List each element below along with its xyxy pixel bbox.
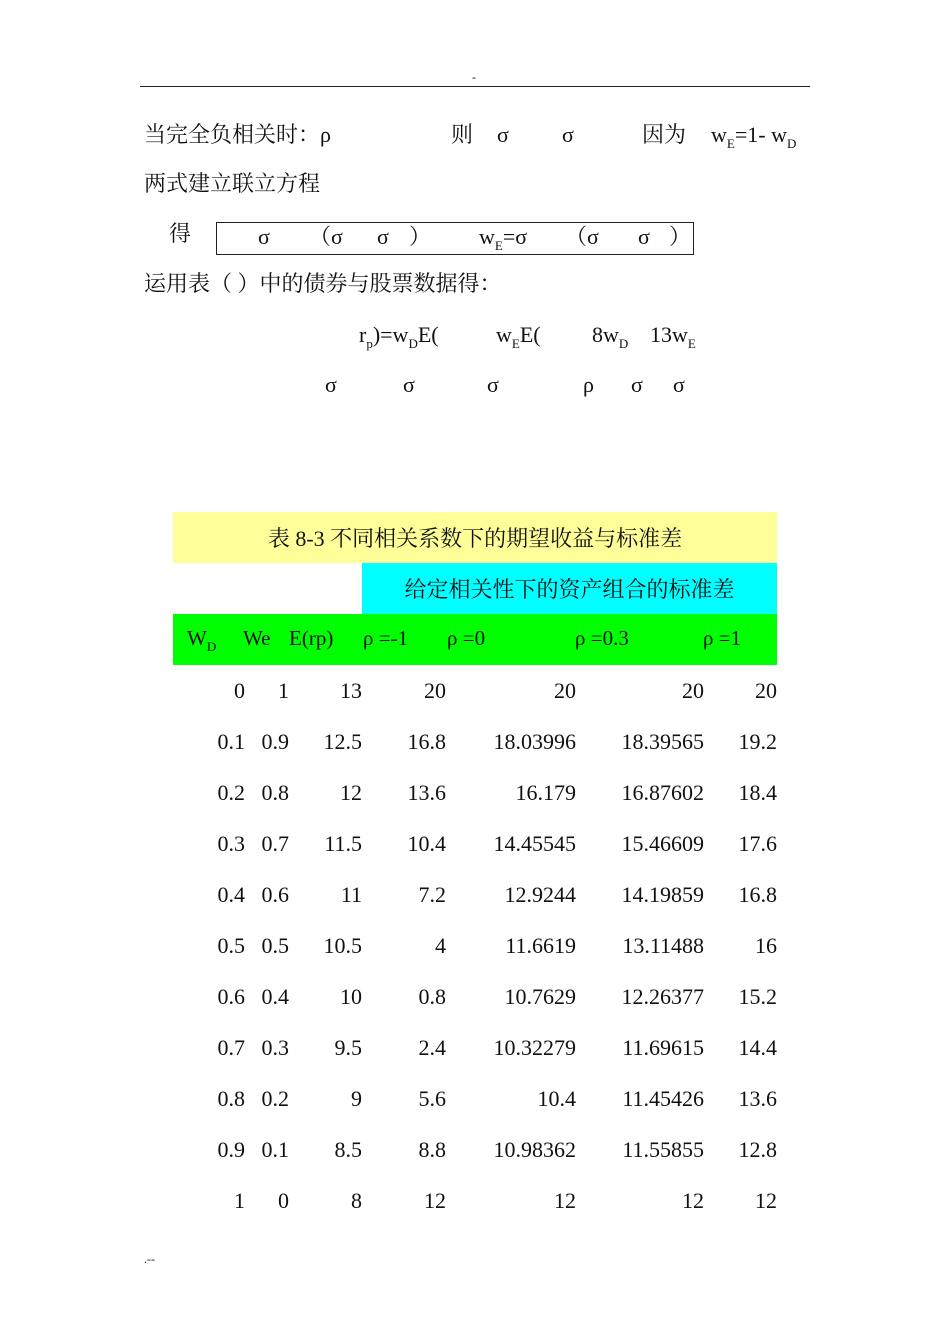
box-paren-sigma-2: （σ: [565, 224, 599, 249]
table-group-blank: [173, 563, 362, 614]
cell-sd-rho-neg1: 2.4: [418, 1034, 446, 1060]
line5-eq-w: )=w: [372, 322, 409, 347]
cell-we: 0.9: [261, 728, 289, 754]
cell-wd: 0.4: [217, 881, 245, 907]
cell-sd-rho-03: 11.45426: [622, 1085, 704, 1111]
cell-sd-rho-03: 14.19859: [621, 881, 704, 907]
line5-w-sub: D: [408, 336, 418, 351]
cell-sd-rho-neg1: 20: [424, 677, 446, 703]
table-row: [173, 869, 777, 920]
line1-ze: 则: [451, 122, 474, 147]
cell-sd-rho-neg1: 0.8: [418, 983, 446, 1009]
cell-wd: 0.1: [217, 728, 245, 754]
box-close-paren-1: ）: [409, 224, 432, 249]
cell-sd-rho-03: 13.11488: [622, 932, 704, 958]
table-title: 表 8-3 不同相关系数下的期望收益与标准差: [173, 512, 777, 563]
header-rho-0: ρ =0: [447, 626, 486, 650]
box-paren-sigma-1: （σ: [309, 224, 343, 249]
cell-sd-rho-neg1: 12: [424, 1187, 446, 1213]
cell-sd-rho-0: 20: [554, 677, 576, 703]
cell-sd-rho-1: 19.2: [738, 728, 778, 754]
cell-erp: 11: [340, 881, 362, 907]
cell-erp: 9: [351, 1085, 362, 1111]
header-we: We: [243, 626, 271, 650]
cell-sd-rho-neg1: 10.4: [407, 830, 446, 856]
footer-mark: .--: [144, 1252, 155, 1266]
cell-we: 0: [278, 1187, 289, 1213]
table-row: [173, 818, 777, 869]
cell-sd-rho-03: 15.46609: [621, 830, 704, 856]
cell-sd-rho-neg1: 8.8: [418, 1136, 446, 1162]
line5-13w-sub: E: [687, 336, 696, 351]
cell-sd-rho-0: 12.9244: [504, 881, 576, 907]
line6-sigma-4: σ: [631, 372, 643, 397]
line1-eq: =1- w: [734, 122, 787, 147]
cell-sd-rho-1: 12.8: [738, 1136, 778, 1162]
cell-sd-rho-neg1: 13.6: [407, 779, 446, 805]
cell-wd: 0.6: [217, 983, 245, 1009]
line5-e: E(: [417, 322, 439, 347]
line1-w-sub: E: [726, 136, 735, 151]
header-rule: [140, 86, 810, 87]
line1-yinwei: 因为: [642, 122, 687, 147]
line1-w: w: [711, 122, 727, 147]
table-group-header: 给定相关性下的资产组合的标准差: [362, 563, 777, 614]
cell-sd-rho-0: 14.45545: [493, 830, 576, 856]
cell-sd-rho-03: 12.26377: [621, 983, 704, 1009]
cell-we: 0.7: [261, 830, 289, 856]
cell-erp: 8: [351, 1187, 362, 1213]
cell-we: 0.3: [261, 1034, 289, 1060]
cell-erp: 9.5: [334, 1034, 362, 1060]
cell-sd-rho-1: 16.8: [738, 881, 778, 907]
line5-e2: E(: [519, 322, 541, 347]
box-sigma-1: σ: [258, 224, 270, 249]
cell-we: 0.1: [261, 1136, 289, 1162]
table-row: [173, 971, 777, 1022]
table-header-cell: [173, 614, 777, 665]
box-eq-sigma: =σ: [502, 224, 528, 249]
line5-13we: [650, 322, 696, 357]
line3-de: 得: [169, 221, 192, 246]
table-row: [173, 665, 777, 716]
line1-formula: [711, 122, 796, 157]
table-row: [173, 1124, 777, 1175]
box-we-formula: [479, 224, 527, 259]
box-sigma-2: σ: [377, 224, 389, 249]
line5-we: [496, 322, 541, 357]
correlation-table: [173, 512, 777, 1226]
header-wd: [187, 626, 216, 655]
cell-sd-rho-1: 14.4: [738, 1034, 778, 1060]
table-group-row: [173, 563, 777, 614]
boxed-equation: [216, 222, 694, 255]
line6-sigma-3: σ: [487, 372, 499, 397]
table-title-row: [173, 512, 777, 563]
cell-sd-rho-0: 10.7629: [504, 983, 576, 1009]
cell-sd-rho-1: 15.2: [738, 983, 778, 1009]
cell-wd: 0.7: [217, 1034, 245, 1060]
cell-wd: 0.5: [217, 932, 245, 958]
line6-sigma-1: σ: [325, 372, 337, 397]
line1-sigma-2: σ: [562, 122, 574, 147]
cell-sd-rho-neg1: 7.2: [418, 881, 446, 907]
header-rho-1: ρ =1: [703, 626, 742, 650]
cell-sd-rho-03: 11.69615: [622, 1034, 704, 1060]
cell-erp: 11.5: [324, 830, 362, 856]
line5-r-sub: p: [366, 336, 373, 351]
cell-sd-rho-1: 16: [755, 932, 778, 958]
line6-sigma-2: σ: [403, 372, 415, 397]
table-row: [173, 716, 777, 767]
cell-sd-rho-03: 12: [682, 1187, 704, 1213]
line1-sigma-1: σ: [497, 122, 509, 147]
cell-sd-rho-neg1: 16.8: [407, 728, 446, 754]
cell-sd-rho-0: 10.98362: [493, 1136, 576, 1162]
line1-prefix: 当完全负相关时：ρ: [144, 122, 331, 147]
cell-erp: 10: [340, 983, 362, 1009]
cell-erp: 13: [340, 677, 362, 703]
cell-we: 0.8: [261, 779, 289, 805]
table-header-row: [173, 614, 777, 665]
line5-w2: w: [496, 322, 512, 347]
line5-rp: [359, 322, 439, 357]
box-sigma-3: σ: [638, 224, 650, 249]
cell-we: 1: [278, 677, 289, 703]
cell-we: 0.5: [261, 932, 289, 958]
cell-sd-rho-0: 10.32279: [493, 1034, 576, 1060]
cell-we: 0.6: [261, 881, 289, 907]
cell-sd-rho-03: 18.39565: [621, 728, 704, 754]
table-row: [173, 1022, 777, 1073]
cell-sd-rho-0: 18.03996: [493, 728, 576, 754]
cell-sd-rho-neg1: 5.6: [418, 1085, 446, 1111]
header-erp: E(rp): [289, 626, 334, 650]
cell-wd: 0: [234, 677, 245, 703]
cell-we: 0.4: [261, 983, 289, 1009]
line5-8w: 8w: [592, 322, 619, 347]
line5-13w: 13w: [650, 322, 688, 347]
cell-sd-rho-1: 13.6: [738, 1085, 778, 1111]
line2-text: 两式建立联立方程: [144, 171, 321, 196]
cell-sd-rho-1: 17.6: [738, 830, 778, 856]
table-row: [173, 1073, 777, 1124]
line5-8w-sub: D: [618, 336, 629, 351]
cell-sd-rho-neg1: 4: [435, 932, 446, 958]
cell-sd-rho-0: 10.4: [537, 1085, 576, 1111]
cell-erp: 8.5: [334, 1136, 362, 1162]
line5-r: r: [359, 322, 367, 347]
header-rho-03: ρ =0.3: [575, 626, 629, 650]
cell-erp: 12.5: [323, 728, 362, 754]
cell-wd: 0.9: [217, 1136, 245, 1162]
table-row: [173, 920, 777, 971]
cell-sd-rho-03: 16.87602: [621, 779, 704, 805]
cell-sd-rho-1: 18.4: [738, 779, 778, 805]
cell-wd: 0.3: [217, 830, 245, 856]
table-body: [173, 665, 777, 1226]
line5-8wd: [592, 322, 628, 357]
box-close-paren-2: ）: [669, 224, 692, 249]
cell-sd-rho-03: 11.55855: [622, 1136, 704, 1162]
box-w: w: [479, 224, 495, 249]
line4-text: 运用表（ ）中的债券与股票数据得：: [144, 271, 502, 296]
line6-sigma-5: σ: [673, 372, 685, 397]
cell-wd: 0.8: [217, 1085, 245, 1111]
cell-erp: 10.5: [323, 932, 362, 958]
line1-eq-sub: D: [786, 136, 797, 151]
line6-rho: ρ: [583, 372, 594, 397]
cell-sd-rho-1: 20: [755, 677, 778, 703]
header-wd-sub: D: [206, 639, 217, 654]
cell-sd-rho-0: 16.179: [515, 779, 576, 805]
cell-sd-rho-1: 12: [755, 1187, 778, 1213]
table-row: [173, 767, 777, 818]
cell-sd-rho-0: 12: [554, 1187, 576, 1213]
cell-we: 0.2: [261, 1085, 289, 1111]
cell-wd: 0.2: [217, 779, 245, 805]
cell-erp: 12: [340, 779, 362, 805]
cell-sd-rho-03: 20: [682, 677, 704, 703]
header-wd-label: W: [187, 626, 207, 650]
line5-w2-sub: E: [511, 336, 520, 351]
box-w-sub: E: [494, 238, 503, 253]
table-row: [173, 1175, 777, 1226]
header-mark: -: [472, 70, 476, 84]
cell-sd-rho-0: 11.6619: [505, 932, 576, 958]
cell-wd: 1: [234, 1187, 245, 1213]
header-rho-neg1: ρ =-1: [363, 626, 409, 650]
